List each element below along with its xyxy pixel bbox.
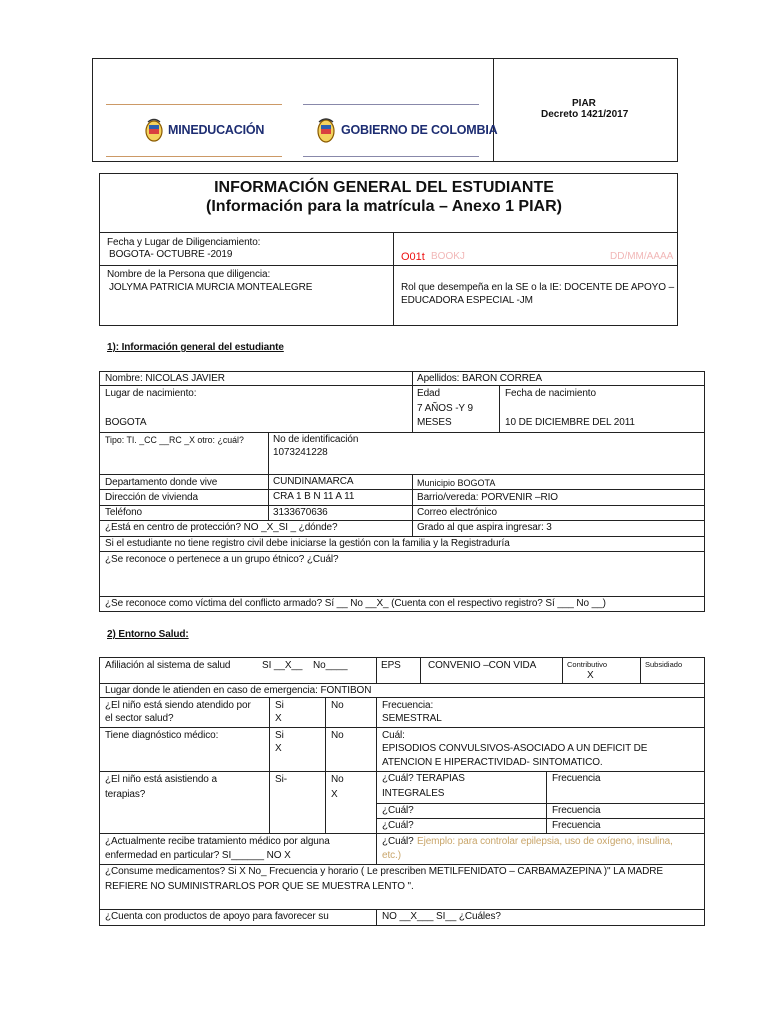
- form-subtitle: (Información para la matrícula – Anexo 1 PIAR): [206, 198, 562, 215]
- person-label: Nombre de la Persona que diligencia:: [107, 269, 271, 280]
- col-line: [376, 657, 377, 683]
- treatment-example: Ejemplo: para controlar epilepsia, uso de oxígeno, insulina,: [417, 836, 673, 847]
- col-line: [546, 771, 547, 833]
- logo-rule: [106, 104, 282, 105]
- eps-value: CONVENIO –CON VIDA: [428, 660, 537, 671]
- id-type: Tipo: TI. _CC __RC _X otro: ¿cuál?: [105, 435, 244, 445]
- diagnosis-no: No: [331, 730, 344, 741]
- date-format-placeholder: DD/MM/AAAA: [610, 251, 674, 262]
- department-label: Departamento donde vive: [105, 477, 218, 488]
- affiliation-label: Afiliación al sistema de salud: [105, 660, 231, 671]
- gobierno-logo: GOBIERNO DE COLOMBIA: [341, 123, 498, 137]
- ethnic-group: ¿Se reconoce o pertenece a un grupo étnico? ¿Cuál?: [105, 554, 339, 565]
- treatment-which: ¿Cuál?: [382, 836, 414, 847]
- phone-value: 3133670636: [273, 507, 328, 518]
- col-line: [499, 385, 500, 432]
- department-value: CUNDINAMARCA: [273, 476, 354, 487]
- age-value-months: MESES: [417, 417, 452, 428]
- doc-title: PIAR: [572, 98, 596, 109]
- row-line: [99, 385, 705, 386]
- col-line: [269, 697, 270, 833]
- diagnosis-yes: Si: [275, 730, 284, 741]
- diagnosis-value: EPISODIOS CONVULSIVOS-ASOCIADO A UN DEFICIT DE: [382, 743, 648, 754]
- birthplace-value: BOGOTA: [105, 417, 147, 428]
- health-attention-q2: el sector salud?: [105, 713, 174, 724]
- health-attention-q: ¿El niño está siendo atendido por: [105, 700, 251, 711]
- role-line1: Rol que desempeña en la SE o la IE: DOCENTE DE APOYO –: [401, 282, 675, 293]
- row-line: [99, 833, 705, 834]
- date-code: O01t: [401, 251, 425, 263]
- doc-decree: Decreto 1421/2017: [541, 109, 629, 120]
- age-value: 7 AÑOS -Y 9: [417, 403, 473, 414]
- neighborhood: Barrio/vereda: PORVENIR –RIO: [417, 492, 558, 503]
- health-attention-mark: X: [275, 713, 282, 724]
- col-line: [325, 697, 326, 833]
- col-line: [376, 697, 377, 864]
- age-label: Edad: [417, 388, 440, 399]
- id-label: No de identificación: [273, 434, 359, 445]
- treatment-q: ¿Actualmente recibe tratamiento médico por alguna: [105, 836, 330, 847]
- col-line: [562, 657, 563, 683]
- section2-heading: 2) Entorno Salud:: [107, 629, 189, 640]
- row-line: [99, 909, 705, 910]
- colombia-crest-icon: [144, 117, 164, 143]
- row-line: [99, 864, 705, 865]
- protection-center: ¿Está en centro de protección? NO _X_SI _ ¿dónde?: [105, 522, 338, 533]
- col-line: [420, 657, 421, 683]
- form-title: INFORMACIÓN GENERAL DEL ESTUDIANTE: [214, 179, 554, 196]
- logo-rule: [303, 156, 479, 157]
- municipality: Municipio BOGOTA: [417, 478, 496, 488]
- date-label: Fecha y Lugar de Diligenciamiento:: [107, 237, 261, 248]
- eps-label: EPS: [381, 660, 401, 671]
- diagnosis-q: Tiene diagnóstico médico:: [105, 730, 219, 741]
- row-line: [99, 489, 705, 490]
- row-line: [99, 232, 678, 233]
- col-line: [393, 232, 394, 326]
- support-products-answer: NO __X___ SI__ ¿Cuáles?: [382, 911, 501, 922]
- row-line: [99, 697, 705, 698]
- row-line: [99, 727, 705, 728]
- diagnosis-label: Cuál:: [382, 730, 405, 741]
- col-line: [376, 909, 377, 926]
- phone-label: Teléfono: [105, 507, 143, 518]
- diagnosis-mark: X: [275, 743, 282, 754]
- therapy-which-2: INTEGRALES: [382, 788, 445, 799]
- affiliation-yes: SI __X__: [262, 660, 303, 671]
- row-line: [376, 803, 705, 804]
- therapy-q2: terapias?: [105, 789, 146, 800]
- subsidiado-label: Subsidiado: [645, 660, 683, 669]
- role-line2: EDUCADORA ESPECIAL -JM: [401, 295, 533, 306]
- diagnosis-value-2: ATENCION E HIPERACTIVIDAD- SINTOMATICO.: [382, 757, 603, 768]
- affiliation-no: No____: [313, 660, 348, 671]
- address-value: CRA 1 B N 11 A 11: [273, 491, 355, 502]
- row-line: [99, 520, 705, 521]
- therapy-which: ¿Cuál? TERAPIAS: [382, 773, 465, 784]
- row-line: [376, 818, 705, 819]
- emergency-place: Lugar donde le atienden en caso de emergencia: FONTIBON: [105, 685, 372, 696]
- birthdate-value: 10 DE DICIEMBRE DEL 2011: [505, 417, 635, 428]
- therapy-q: ¿El niño está asistiendo a: [105, 774, 217, 785]
- grade: Grado al que aspira ingresar: 3: [417, 522, 552, 533]
- logo-rule: [303, 104, 479, 105]
- person-value: JOLYMA PATRICIA MURCIA MONTEALEGRE: [109, 282, 313, 293]
- col-line: [640, 657, 641, 683]
- treatment-q2: enfermedad en particular? SI______ NO X: [105, 850, 291, 861]
- civil-registry-note: Si el estudiante no tiene registro civil debe iniciarse la gestión con la familia y la Registraduría: [105, 538, 510, 549]
- support-products-q: ¿Cuenta con productos de apoyo para favorecer su: [105, 911, 329, 922]
- row-line: [99, 432, 705, 433]
- row-line: [99, 596, 705, 597]
- mineducacion-logo: MINEDUCACIÓN: [168, 123, 265, 137]
- frequency-value: SEMESTRAL: [382, 713, 442, 724]
- therapy-which-b: ¿Cuál?: [382, 805, 414, 816]
- therapy-mark: X: [331, 789, 338, 800]
- frequency-label: Frecuencia:: [382, 700, 434, 711]
- birthdate-label: Fecha de nacimiento: [505, 388, 596, 399]
- row-line: [99, 683, 705, 684]
- therapy-which-c: ¿Cuál?: [382, 820, 414, 831]
- id-value: 1073241228: [273, 447, 328, 458]
- col-line: [412, 474, 413, 536]
- therapy-yes: Si-: [275, 774, 287, 785]
- treatment-example-2: etc.): [382, 850, 401, 861]
- health-attention-no: No: [331, 700, 344, 711]
- health-attention-yes: Si: [275, 700, 284, 711]
- date-value: BOGOTA- OCTUBRE -2019: [109, 249, 233, 260]
- medication-line: ¿Consume medicamentos? Si X No_ Frecuencia y horario ( Le prescriben METILFENIDATO – CARBAMAZEPINA )" LA MADRE: [105, 866, 663, 877]
- therapy-no: No: [331, 774, 344, 785]
- row-line: [99, 551, 705, 552]
- address-label: Dirección de vivienda: [105, 492, 198, 503]
- col-line: [268, 432, 269, 520]
- therapy-frequency-c: Frecuencia: [552, 820, 601, 831]
- therapy-frequency: Frecuencia: [552, 773, 601, 784]
- contributivo-label: Contributivo: [567, 660, 608, 669]
- colombia-crest-icon: [316, 116, 336, 144]
- armed-conflict-victim: ¿Se reconoce como víctima del conflicto armado? Sí __ No __X_ (Cuenta con el respectivo registro? Sí ___ No __): [105, 598, 606, 609]
- logo-rule: [106, 156, 282, 157]
- row-line: [99, 474, 705, 475]
- header-divider: [493, 58, 494, 162]
- email-label: Correo electrónico: [417, 507, 497, 518]
- therapy-frequency-b: Frecuencia: [552, 805, 601, 816]
- contributivo-mark: X: [587, 670, 594, 681]
- student-name: Nombre: NICOLAS JAVIER: [105, 373, 225, 384]
- row-line: [99, 771, 705, 772]
- section1-heading: 1): Información general del estudiante: [107, 342, 284, 353]
- row-line: [99, 505, 705, 506]
- student-surnames: Apellidos: BARON CORREA: [417, 373, 542, 384]
- medication-line-2: REFIERE NO SUMINISTRARLOS POR QUE SE MUESTRA LENTO ".: [105, 881, 414, 892]
- row-line: [99, 536, 705, 537]
- birthplace-label: Lugar de nacimiento:: [105, 388, 197, 399]
- row-line: [99, 265, 678, 266]
- col-line: [412, 371, 413, 432]
- date-placeholder: BOOKJ: [431, 251, 465, 262]
